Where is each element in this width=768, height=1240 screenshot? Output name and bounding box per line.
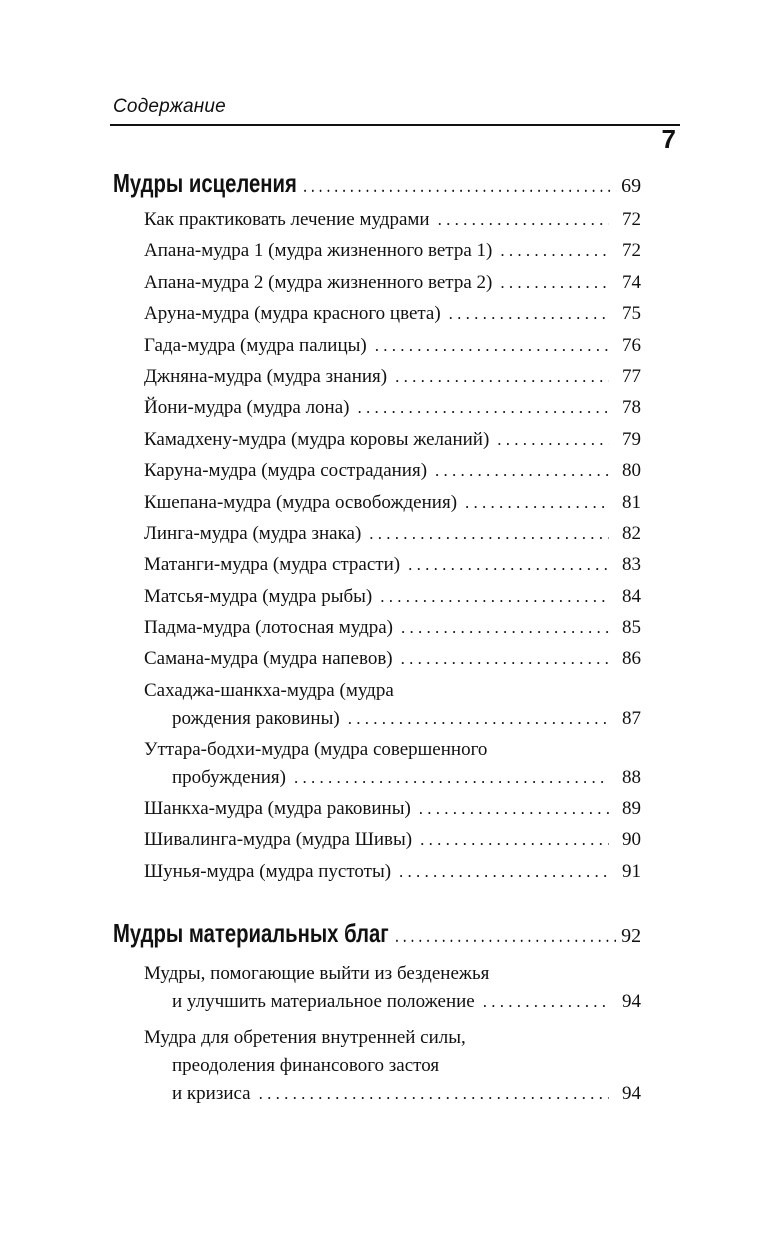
page-number: 7	[661, 124, 676, 154]
entry-title: Матанги-мудра (мудра страсти)	[144, 554, 401, 576]
dot-leader	[420, 826, 609, 854]
dot-leader	[348, 705, 609, 733]
entry-title: Джняна-мудра (мудра знания)	[144, 365, 388, 387]
dot-leader	[259, 1080, 609, 1108]
entry-title: Апана-мудра 2 (мудра жизненного ветра 2)	[144, 271, 493, 293]
dot-leader	[438, 206, 609, 234]
toc-section	[113, 918, 641, 1116]
section-page: 92	[621, 925, 642, 947]
toc-entry[interactable]	[144, 426, 641, 457]
entry-title: Матсья-мудра (мудра рыбы)	[144, 585, 373, 607]
toc-entry[interactable]	[144, 677, 641, 733]
entry-title-line: Мудры, помогающие выйти из безденежья	[144, 963, 490, 984]
entry-page: 94	[622, 991, 641, 1012]
entry-title: Шунья-мудра (мудра пустоты)	[144, 860, 392, 882]
entry-page: 82	[622, 522, 641, 544]
toc-entry[interactable]	[144, 206, 641, 237]
entry-page: 72	[622, 240, 641, 262]
entry-page: 74	[622, 271, 641, 293]
entry-title-line: Сахаджа-шанкха-мудра (мудра	[144, 679, 394, 701]
section-heading[interactable]	[113, 918, 641, 954]
entry-page: 91	[622, 860, 641, 882]
toc-entry[interactable]	[144, 237, 641, 268]
dot-leader	[419, 795, 609, 823]
dot-leader	[497, 426, 609, 454]
entry-title: Как практиковать лечение мудрами	[144, 209, 430, 230]
entry-page: 72	[622, 209, 641, 230]
dot-leader	[303, 175, 616, 198]
toc-entry[interactable]	[144, 645, 641, 676]
toc-entry[interactable]	[144, 300, 641, 331]
entry-page: 86	[622, 648, 641, 670]
dot-leader	[401, 645, 609, 673]
section-heading[interactable]	[113, 168, 641, 204]
entry-page: 89	[622, 797, 641, 819]
entry-title-line: Уттара-бодхи-мудра (мудра совершенного	[144, 738, 488, 760]
entry-page: 83	[622, 554, 641, 576]
entry-title: Линга-мудра (мудра знака)	[144, 522, 362, 544]
dot-leader	[483, 988, 609, 1016]
dot-leader	[375, 332, 609, 360]
entry-title-line: рождения раковины)	[172, 707, 340, 729]
entry-title: Аруна-мудра (мудра красного цвета)	[144, 303, 441, 325]
entry-list	[144, 960, 641, 1108]
entry-title: Гада-мудра (мудра палицы)	[144, 334, 367, 356]
section-title: Мудры исцеления	[113, 168, 297, 198]
header-rule	[110, 124, 680, 126]
toc-entry[interactable]	[144, 614, 641, 645]
dot-leader	[465, 489, 609, 517]
entry-title: Шивалинга-мудра (мудра Шивы)	[144, 829, 413, 851]
entry-title-line: и кризиса	[172, 1083, 251, 1104]
entry-title: Шанкха-мудра (мудра раковины)	[144, 797, 411, 819]
entry-page: 84	[622, 585, 641, 607]
toc-entry[interactable]	[144, 858, 641, 889]
entry-title: Каруна-мудра (мудра сострадания)	[144, 460, 428, 482]
entry-title: Апана-мудра 1 (мудра жизненного ветра 1)	[144, 240, 493, 262]
entry-page: 90	[622, 829, 641, 851]
dot-leader	[395, 925, 616, 948]
entry-page: 80	[622, 460, 641, 482]
running-head: Содержание	[113, 96, 226, 117]
section-page: 69	[621, 175, 642, 197]
entry-title-line: преодоления финансового застоя	[172, 1055, 440, 1076]
dot-leader	[435, 457, 609, 485]
entry-page: 85	[622, 617, 641, 639]
toc-entry[interactable]	[144, 489, 641, 520]
dot-leader	[500, 237, 609, 265]
dot-leader	[357, 394, 609, 422]
toc-entry[interactable]	[144, 363, 641, 394]
entry-page: 87	[622, 707, 641, 729]
toc-entry[interactable]	[144, 457, 641, 488]
entry-page: 88	[622, 766, 641, 788]
toc-entry[interactable]	[144, 826, 641, 857]
section-title: Мудры материальных благ	[113, 918, 389, 948]
dot-leader	[401, 614, 609, 642]
toc-entry[interactable]	[144, 269, 641, 300]
toc-entry[interactable]	[144, 394, 641, 425]
dot-leader	[449, 300, 609, 328]
toc-entry[interactable]	[144, 736, 641, 792]
toc-entry[interactable]	[144, 551, 641, 582]
toc-entry[interactable]	[144, 332, 641, 363]
toc-entry[interactable]	[144, 520, 641, 551]
entry-page: 79	[622, 428, 641, 450]
toc-entry[interactable]	[144, 795, 641, 826]
entry-title: Самана-мудра (мудра напевов)	[144, 648, 393, 670]
toc-entry[interactable]	[144, 960, 641, 1016]
dot-leader	[369, 520, 609, 548]
entry-page: 78	[622, 397, 641, 419]
entry-title: Йони-мудра (мудра лона)	[144, 397, 350, 419]
entry-page: 77	[622, 365, 641, 387]
toc-entry[interactable]	[144, 583, 641, 614]
dot-leader	[380, 583, 609, 611]
entry-title: Камадхену-мудра (мудра коровы желаний)	[144, 428, 490, 450]
entry-page: 76	[622, 334, 641, 356]
entry-page: 94	[622, 1083, 641, 1104]
dot-leader	[500, 269, 609, 297]
toc-entry[interactable]	[144, 1024, 641, 1108]
entry-title: Падма-мудра (лотосная мудра)	[144, 617, 394, 639]
entry-title-line: пробуждения)	[172, 766, 286, 788]
entry-title-line: и улучшить материальное положение	[172, 991, 475, 1012]
dot-leader	[395, 363, 609, 391]
entry-page: 75	[622, 303, 641, 325]
dot-leader	[294, 764, 609, 792]
dot-leader	[399, 858, 609, 886]
dot-leader	[408, 551, 609, 579]
entry-title-line: Мудра для обретения внутренней силы,	[144, 1027, 466, 1048]
entry-page: 81	[622, 491, 641, 513]
toc-section	[113, 168, 641, 889]
entry-title: Кшепана-мудра (мудра освобождения)	[144, 491, 458, 513]
entry-list	[144, 206, 641, 889]
